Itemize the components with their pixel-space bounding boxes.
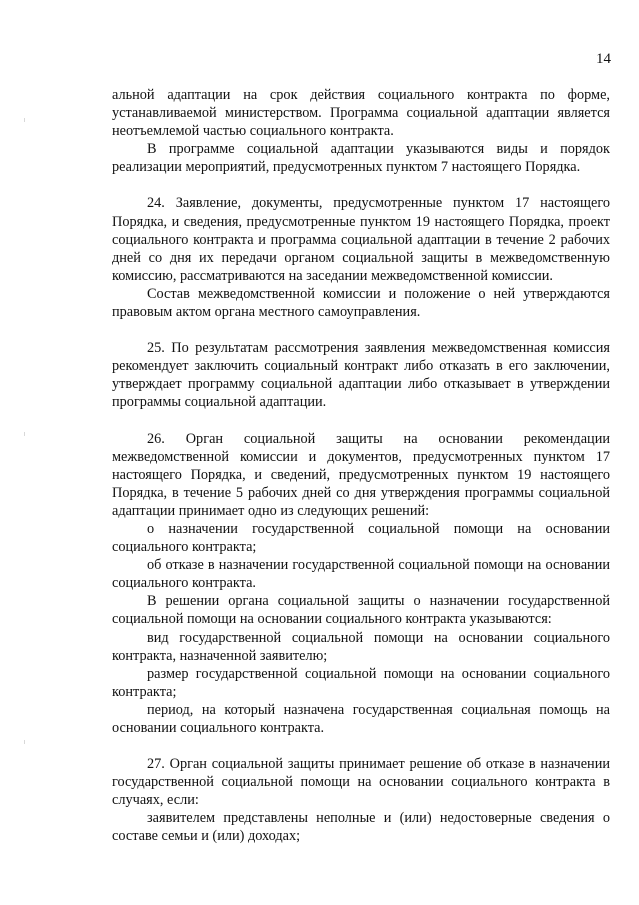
paragraph: альной адаптации на срок действия социального контракта по форме, устанавливаемой министерством. Программа социальной адаптации является неотъемлемой частью социального контракта.: [112, 87, 610, 140]
paragraph-26: 26. Орган социальной защиты на основании рекомендации межведомственной комиссии и документов, предусмотренных пунктом 17 настоящего Порядка, и сведений, предусмотренных пунктом 19 настоящего Порядка, в течение 5 рабочих дней со дня утверждения программы социальной адаптации принимает одно из следующих решений:: [112, 430, 610, 519]
scan-mark: [24, 118, 25, 122]
paragraph: В решении органа социальной защиты о назначении государственной социальной помощи на основании социального контракта указываются:: [112, 593, 610, 628]
list-item: об отказе в назначении государственной социальной помощи на основании социального контракта.: [112, 557, 610, 592]
list-item: период, на который назначена государственная социальная помощь на основании социального контракта.: [112, 701, 610, 736]
document-body: [112, 86, 610, 846]
paragraph-24: 24. Заявление, документы, предусмотренные пунктом 17 настоящего Порядка, и сведения, предусмотренные пунктом 19 настоящего Порядка, проект социального контракта и программа социальной адаптации в течение 2 рабочих дней со дня их передачи органом социальной защиты в межведомственную комиссию, рассматриваются на заседании межведомственной комиссии.: [112, 195, 610, 284]
paragraph-27: 27. Орган социальной защиты принимает решение об отказе в назначении государственной социальной помощи на основании социального контракта в случаях, если:: [112, 756, 610, 809]
list-item: размер государственной социальной помощи на основании социального контракта;: [112, 665, 610, 700]
paragraph-25: 25. По результатам рассмотрения заявления межведомственная комиссия рекомендует заключить социальный контракт либо отказать в его заключении, утверждает программу социальной адаптации либо отказывает в утверждении программы социальной адаптации.: [112, 340, 610, 411]
scan-mark: [24, 740, 25, 744]
paragraph: Состав межведомственной комиссии и положение о ней утверждаются правовым актом органа местного самоуправления.: [112, 285, 610, 321]
list-item: вид государственной социальной помощи на основании социального контракта, назначенной заявителю;: [112, 629, 610, 664]
list-item: о назначении государственной социальной помощи на основании социального контракта;: [112, 520, 610, 556]
page-number: 14: [596, 51, 611, 67]
list-item: заявителем представлены неполные и (или) недостоверные сведения о составе семьи и (или) доходах;: [112, 810, 610, 845]
scan-mark: [24, 432, 25, 436]
paragraph: В программе социальной адаптации указываются виды и порядок реализации мероприятий, предусмотренных пунктом 7 настоящего Порядка.: [112, 141, 610, 176]
